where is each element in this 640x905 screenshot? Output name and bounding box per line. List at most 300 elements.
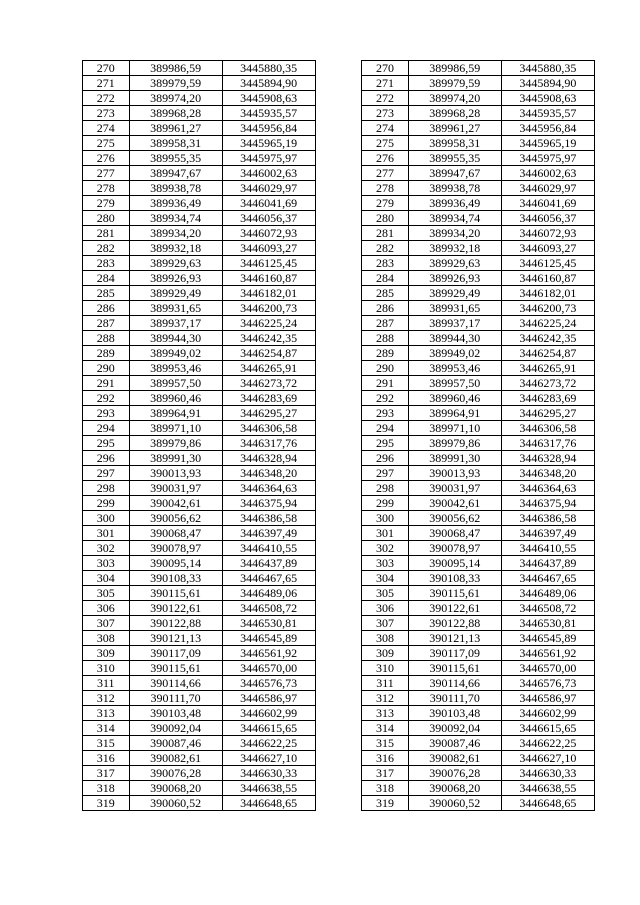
table-row bbox=[83, 421, 595, 436]
left-point-number: 287 bbox=[83, 316, 130, 331]
empty-separator-cell bbox=[315, 781, 362, 796]
left-point-number: 274 bbox=[83, 121, 130, 136]
right-x-coordinate: 389991,30 bbox=[408, 451, 501, 466]
table-row bbox=[83, 271, 595, 286]
empty-separator-cell bbox=[315, 151, 362, 166]
right-x-coordinate: 389926,93 bbox=[408, 271, 501, 286]
right-point-number: 289 bbox=[362, 346, 409, 361]
right-y-coordinate: 3446125,45 bbox=[501, 256, 594, 271]
right-x-coordinate: 390115,61 bbox=[408, 661, 501, 676]
left-point-number: 302 bbox=[83, 541, 130, 556]
empty-separator-cell bbox=[315, 91, 362, 106]
table-row bbox=[83, 121, 595, 136]
left-y-coordinate: 3446273,72 bbox=[222, 376, 315, 391]
left-y-coordinate: 3446627,10 bbox=[222, 751, 315, 766]
right-y-coordinate: 3445935,57 bbox=[501, 106, 594, 121]
right-x-coordinate: 389958,31 bbox=[408, 136, 501, 151]
empty-separator-cell bbox=[315, 676, 362, 691]
left-x-coordinate: 390087,46 bbox=[129, 736, 222, 751]
left-y-coordinate: 3445975,97 bbox=[222, 151, 315, 166]
right-y-coordinate: 3446182,01 bbox=[501, 286, 594, 301]
left-point-number: 304 bbox=[83, 571, 130, 586]
right-point-number: 311 bbox=[362, 676, 409, 691]
right-x-coordinate: 390087,46 bbox=[408, 736, 501, 751]
empty-separator-cell bbox=[315, 406, 362, 421]
left-y-coordinate: 3446265,91 bbox=[222, 361, 315, 376]
left-x-coordinate: 389979,59 bbox=[129, 76, 222, 91]
empty-separator-cell bbox=[315, 661, 362, 676]
empty-separator-cell bbox=[315, 226, 362, 241]
empty-separator-cell bbox=[315, 736, 362, 751]
left-y-coordinate: 3446397,49 bbox=[222, 526, 315, 541]
left-x-coordinate: 389958,31 bbox=[129, 136, 222, 151]
right-point-number: 288 bbox=[362, 331, 409, 346]
left-x-coordinate: 389934,74 bbox=[129, 211, 222, 226]
table-row bbox=[83, 316, 595, 331]
empty-separator-cell bbox=[315, 346, 362, 361]
right-point-number: 272 bbox=[362, 91, 409, 106]
left-x-coordinate: 390078,97 bbox=[129, 541, 222, 556]
right-y-coordinate: 3446508,72 bbox=[501, 601, 594, 616]
right-x-coordinate: 389929,63 bbox=[408, 256, 501, 271]
left-x-coordinate: 389949,02 bbox=[129, 346, 222, 361]
left-point-number: 305 bbox=[83, 586, 130, 601]
table-row bbox=[83, 586, 595, 601]
right-x-coordinate: 389934,20 bbox=[408, 226, 501, 241]
table-row bbox=[83, 436, 595, 451]
table-row bbox=[83, 526, 595, 541]
left-point-number: 308 bbox=[83, 631, 130, 646]
table-row bbox=[83, 106, 595, 121]
right-x-coordinate: 389938,78 bbox=[408, 181, 501, 196]
table-row bbox=[83, 466, 595, 481]
left-point-number: 317 bbox=[83, 766, 130, 781]
table-row bbox=[83, 331, 595, 346]
empty-separator-cell bbox=[315, 316, 362, 331]
left-point-number: 309 bbox=[83, 646, 130, 661]
left-y-coordinate: 3446306,58 bbox=[222, 421, 315, 436]
left-x-coordinate: 390111,70 bbox=[129, 691, 222, 706]
left-y-coordinate: 3446586,97 bbox=[222, 691, 315, 706]
left-y-coordinate: 3446125,45 bbox=[222, 256, 315, 271]
empty-separator-cell bbox=[315, 286, 362, 301]
empty-separator-cell bbox=[315, 76, 362, 91]
empty-separator-cell bbox=[315, 106, 362, 121]
left-y-coordinate: 3446638,55 bbox=[222, 781, 315, 796]
right-x-coordinate: 390122,61 bbox=[408, 601, 501, 616]
right-y-coordinate: 3445908,63 bbox=[501, 91, 594, 106]
empty-separator-cell bbox=[315, 181, 362, 196]
right-x-coordinate: 390031,97 bbox=[408, 481, 501, 496]
empty-separator-cell bbox=[315, 796, 362, 811]
table-row bbox=[83, 406, 595, 421]
empty-separator-cell bbox=[315, 136, 362, 151]
right-point-number: 316 bbox=[362, 751, 409, 766]
right-x-coordinate: 389986,59 bbox=[408, 61, 501, 76]
right-y-coordinate: 3446530,81 bbox=[501, 616, 594, 631]
right-point-number: 290 bbox=[362, 361, 409, 376]
left-point-number: 273 bbox=[83, 106, 130, 121]
table-row bbox=[83, 571, 595, 586]
right-point-number: 299 bbox=[362, 496, 409, 511]
right-x-coordinate: 389964,91 bbox=[408, 406, 501, 421]
left-x-coordinate: 389937,17 bbox=[129, 316, 222, 331]
left-point-number: 289 bbox=[83, 346, 130, 361]
left-y-coordinate: 3445880,35 bbox=[222, 61, 315, 76]
right-x-coordinate: 390122,88 bbox=[408, 616, 501, 631]
left-y-coordinate: 3446545,89 bbox=[222, 631, 315, 646]
empty-separator-cell bbox=[315, 526, 362, 541]
left-x-coordinate: 390103,48 bbox=[129, 706, 222, 721]
right-y-coordinate: 3446489,06 bbox=[501, 586, 594, 601]
right-x-coordinate: 389960,46 bbox=[408, 391, 501, 406]
left-point-number: 311 bbox=[83, 676, 130, 691]
left-x-coordinate: 389960,46 bbox=[129, 391, 222, 406]
table-row bbox=[83, 661, 595, 676]
table-row bbox=[83, 751, 595, 766]
empty-separator-cell bbox=[315, 481, 362, 496]
right-y-coordinate: 3446545,89 bbox=[501, 631, 594, 646]
empty-separator-cell bbox=[315, 211, 362, 226]
table-row bbox=[83, 361, 595, 376]
right-y-coordinate: 3446397,49 bbox=[501, 526, 594, 541]
left-x-coordinate: 390042,61 bbox=[129, 496, 222, 511]
right-point-number: 274 bbox=[362, 121, 409, 136]
empty-separator-cell bbox=[315, 121, 362, 136]
empty-separator-cell bbox=[315, 556, 362, 571]
empty-separator-cell bbox=[315, 766, 362, 781]
left-x-coordinate: 390121,13 bbox=[129, 631, 222, 646]
left-y-coordinate: 3446615,65 bbox=[222, 721, 315, 736]
right-point-number: 314 bbox=[362, 721, 409, 736]
right-point-number: 281 bbox=[362, 226, 409, 241]
left-x-coordinate: 389974,20 bbox=[129, 91, 222, 106]
right-point-number: 300 bbox=[362, 511, 409, 526]
right-point-number: 297 bbox=[362, 466, 409, 481]
right-y-coordinate: 3446576,73 bbox=[501, 676, 594, 691]
left-point-number: 285 bbox=[83, 286, 130, 301]
right-x-coordinate: 389929,49 bbox=[408, 286, 501, 301]
right-point-number: 312 bbox=[362, 691, 409, 706]
left-point-number: 271 bbox=[83, 76, 130, 91]
left-y-coordinate: 3446254,87 bbox=[222, 346, 315, 361]
table-row bbox=[83, 496, 595, 511]
left-point-number: 297 bbox=[83, 466, 130, 481]
right-y-coordinate: 3446265,91 bbox=[501, 361, 594, 376]
coordinates-table-body bbox=[83, 61, 595, 811]
right-y-coordinate: 3446306,58 bbox=[501, 421, 594, 436]
empty-separator-cell bbox=[315, 646, 362, 661]
left-point-number: 272 bbox=[83, 91, 130, 106]
left-y-coordinate: 3446225,24 bbox=[222, 316, 315, 331]
right-x-coordinate: 390068,47 bbox=[408, 526, 501, 541]
right-point-number: 279 bbox=[362, 196, 409, 211]
right-x-coordinate: 389949,02 bbox=[408, 346, 501, 361]
left-x-coordinate: 390122,61 bbox=[129, 601, 222, 616]
empty-separator-cell bbox=[315, 511, 362, 526]
empty-separator-cell bbox=[315, 601, 362, 616]
left-y-coordinate: 3445894,90 bbox=[222, 76, 315, 91]
empty-separator-cell bbox=[315, 61, 362, 76]
left-x-coordinate: 389968,28 bbox=[129, 106, 222, 121]
left-point-number: 291 bbox=[83, 376, 130, 391]
left-y-coordinate: 3446467,65 bbox=[222, 571, 315, 586]
right-y-coordinate: 3446561,92 bbox=[501, 646, 594, 661]
right-y-coordinate: 3446200,73 bbox=[501, 301, 594, 316]
left-point-number: 275 bbox=[83, 136, 130, 151]
right-y-coordinate: 3446602,99 bbox=[501, 706, 594, 721]
empty-separator-cell bbox=[315, 751, 362, 766]
right-point-number: 296 bbox=[362, 451, 409, 466]
table-row bbox=[83, 391, 595, 406]
table-row bbox=[83, 256, 595, 271]
right-point-number: 310 bbox=[362, 661, 409, 676]
empty-separator-cell bbox=[315, 256, 362, 271]
right-point-number: 319 bbox=[362, 796, 409, 811]
right-x-coordinate: 389974,20 bbox=[408, 91, 501, 106]
left-y-coordinate: 3446602,99 bbox=[222, 706, 315, 721]
right-point-number: 301 bbox=[362, 526, 409, 541]
left-x-coordinate: 389929,49 bbox=[129, 286, 222, 301]
empty-separator-cell bbox=[315, 241, 362, 256]
right-point-number: 294 bbox=[362, 421, 409, 436]
left-x-coordinate: 389964,91 bbox=[129, 406, 222, 421]
right-y-coordinate: 3446160,87 bbox=[501, 271, 594, 286]
left-x-coordinate: 389926,93 bbox=[129, 271, 222, 286]
right-y-coordinate: 3446283,69 bbox=[501, 391, 594, 406]
table-row bbox=[83, 181, 595, 196]
table-row bbox=[83, 706, 595, 721]
left-x-coordinate: 389986,59 bbox=[129, 61, 222, 76]
right-y-coordinate: 3446254,87 bbox=[501, 346, 594, 361]
empty-separator-cell bbox=[315, 376, 362, 391]
right-y-coordinate: 3446627,10 bbox=[501, 751, 594, 766]
left-point-number: 279 bbox=[83, 196, 130, 211]
left-point-number: 318 bbox=[83, 781, 130, 796]
right-x-coordinate: 390092,04 bbox=[408, 721, 501, 736]
right-x-coordinate: 390068,20 bbox=[408, 781, 501, 796]
right-x-coordinate: 390114,66 bbox=[408, 676, 501, 691]
right-x-coordinate: 389953,46 bbox=[408, 361, 501, 376]
table-row bbox=[83, 166, 595, 181]
right-point-number: 298 bbox=[362, 481, 409, 496]
left-y-coordinate: 3446029,97 bbox=[222, 181, 315, 196]
left-x-coordinate: 389934,20 bbox=[129, 226, 222, 241]
right-y-coordinate: 3446072,93 bbox=[501, 226, 594, 241]
right-y-coordinate: 3445880,35 bbox=[501, 61, 594, 76]
table-row bbox=[83, 631, 595, 646]
right-x-coordinate: 390042,61 bbox=[408, 496, 501, 511]
left-x-coordinate: 389932,18 bbox=[129, 241, 222, 256]
table-row bbox=[83, 691, 595, 706]
right-point-number: 307 bbox=[362, 616, 409, 631]
left-point-number: 300 bbox=[83, 511, 130, 526]
empty-separator-cell bbox=[315, 541, 362, 556]
left-point-number: 296 bbox=[83, 451, 130, 466]
left-x-coordinate: 390095,14 bbox=[129, 556, 222, 571]
left-x-coordinate: 389931,65 bbox=[129, 301, 222, 316]
empty-separator-cell bbox=[315, 436, 362, 451]
right-y-coordinate: 3446630,33 bbox=[501, 766, 594, 781]
empty-separator-cell bbox=[315, 496, 362, 511]
empty-separator-cell bbox=[315, 421, 362, 436]
left-y-coordinate: 3446072,93 bbox=[222, 226, 315, 241]
left-y-coordinate: 3446242,35 bbox=[222, 331, 315, 346]
left-x-coordinate: 389953,46 bbox=[129, 361, 222, 376]
right-y-coordinate: 3446002,63 bbox=[501, 166, 594, 181]
left-y-coordinate: 3446041,69 bbox=[222, 196, 315, 211]
empty-separator-cell bbox=[315, 616, 362, 631]
right-y-coordinate: 3446638,55 bbox=[501, 781, 594, 796]
left-x-coordinate: 390013,93 bbox=[129, 466, 222, 481]
left-x-coordinate: 389938,78 bbox=[129, 181, 222, 196]
left-point-number: 286 bbox=[83, 301, 130, 316]
left-y-coordinate: 3446508,72 bbox=[222, 601, 315, 616]
left-x-coordinate: 390076,28 bbox=[129, 766, 222, 781]
left-y-coordinate: 3446622,25 bbox=[222, 736, 315, 751]
left-x-coordinate: 390082,61 bbox=[129, 751, 222, 766]
left-x-coordinate: 390115,61 bbox=[129, 586, 222, 601]
right-point-number: 303 bbox=[362, 556, 409, 571]
left-point-number: 280 bbox=[83, 211, 130, 226]
right-point-number: 282 bbox=[362, 241, 409, 256]
right-point-number: 317 bbox=[362, 766, 409, 781]
right-x-coordinate: 390060,52 bbox=[408, 796, 501, 811]
left-point-number: 270 bbox=[83, 61, 130, 76]
left-y-coordinate: 3446200,73 bbox=[222, 301, 315, 316]
left-point-number: 293 bbox=[83, 406, 130, 421]
right-point-number: 293 bbox=[362, 406, 409, 421]
left-y-coordinate: 3446576,73 bbox=[222, 676, 315, 691]
right-point-number: 308 bbox=[362, 631, 409, 646]
table-row bbox=[83, 301, 595, 316]
right-x-coordinate: 390078,97 bbox=[408, 541, 501, 556]
table-row bbox=[83, 676, 595, 691]
right-point-number: 287 bbox=[362, 316, 409, 331]
right-y-coordinate: 3446317,76 bbox=[501, 436, 594, 451]
right-point-number: 275 bbox=[362, 136, 409, 151]
left-x-coordinate: 389947,67 bbox=[129, 166, 222, 181]
right-y-coordinate: 3446375,94 bbox=[501, 496, 594, 511]
right-y-coordinate: 3446225,24 bbox=[501, 316, 594, 331]
left-y-coordinate: 3446530,81 bbox=[222, 616, 315, 631]
left-y-coordinate: 3445956,84 bbox=[222, 121, 315, 136]
right-x-coordinate: 390108,33 bbox=[408, 571, 501, 586]
right-y-coordinate: 3446273,72 bbox=[501, 376, 594, 391]
left-x-coordinate: 390056,62 bbox=[129, 511, 222, 526]
right-x-coordinate: 389944,30 bbox=[408, 331, 501, 346]
right-x-coordinate: 390095,14 bbox=[408, 556, 501, 571]
right-y-coordinate: 3446386,58 bbox=[501, 511, 594, 526]
left-y-coordinate: 3446295,27 bbox=[222, 406, 315, 421]
table-row bbox=[83, 736, 595, 751]
empty-separator-cell bbox=[315, 706, 362, 721]
left-point-number: 312 bbox=[83, 691, 130, 706]
right-point-number: 283 bbox=[362, 256, 409, 271]
right-y-coordinate: 3446648,65 bbox=[501, 796, 594, 811]
right-point-number: 277 bbox=[362, 166, 409, 181]
table-row bbox=[83, 136, 595, 151]
right-y-coordinate: 3446328,94 bbox=[501, 451, 594, 466]
left-point-number: 316 bbox=[83, 751, 130, 766]
left-point-number: 288 bbox=[83, 331, 130, 346]
right-y-coordinate: 3446242,35 bbox=[501, 331, 594, 346]
table-row bbox=[83, 766, 595, 781]
right-point-number: 306 bbox=[362, 601, 409, 616]
table-row bbox=[83, 91, 595, 106]
left-point-number: 292 bbox=[83, 391, 130, 406]
right-x-coordinate: 390115,61 bbox=[408, 586, 501, 601]
table-row bbox=[83, 241, 595, 256]
empty-separator-cell bbox=[315, 691, 362, 706]
empty-separator-cell bbox=[315, 391, 362, 406]
right-y-coordinate: 3446029,97 bbox=[501, 181, 594, 196]
left-x-coordinate: 390092,04 bbox=[129, 721, 222, 736]
table-row bbox=[83, 721, 595, 736]
right-y-coordinate: 3446348,20 bbox=[501, 466, 594, 481]
left-point-number: 314 bbox=[83, 721, 130, 736]
right-x-coordinate: 389934,74 bbox=[408, 211, 501, 226]
table-row bbox=[83, 286, 595, 301]
right-x-coordinate: 390103,48 bbox=[408, 706, 501, 721]
left-point-number: 313 bbox=[83, 706, 130, 721]
left-x-coordinate: 389971,10 bbox=[129, 421, 222, 436]
right-y-coordinate: 3446041,69 bbox=[501, 196, 594, 211]
left-x-coordinate: 390068,20 bbox=[129, 781, 222, 796]
table-row bbox=[83, 226, 595, 241]
right-x-coordinate: 390121,13 bbox=[408, 631, 501, 646]
left-point-number: 319 bbox=[83, 796, 130, 811]
empty-separator-cell bbox=[315, 271, 362, 286]
left-point-number: 295 bbox=[83, 436, 130, 451]
right-point-number: 304 bbox=[362, 571, 409, 586]
left-point-number: 298 bbox=[83, 481, 130, 496]
right-point-number: 309 bbox=[362, 646, 409, 661]
left-point-number: 276 bbox=[83, 151, 130, 166]
right-x-coordinate: 389932,18 bbox=[408, 241, 501, 256]
left-x-coordinate: 389991,30 bbox=[129, 451, 222, 466]
right-y-coordinate: 3446570,00 bbox=[501, 661, 594, 676]
right-point-number: 305 bbox=[362, 586, 409, 601]
left-point-number: 283 bbox=[83, 256, 130, 271]
left-x-coordinate: 389979,86 bbox=[129, 436, 222, 451]
right-y-coordinate: 3445965,19 bbox=[501, 136, 594, 151]
empty-separator-cell bbox=[315, 586, 362, 601]
table-row bbox=[83, 481, 595, 496]
table-row bbox=[83, 376, 595, 391]
left-point-number: 290 bbox=[83, 361, 130, 376]
table-row bbox=[83, 541, 595, 556]
table-row bbox=[83, 76, 595, 91]
left-point-number: 278 bbox=[83, 181, 130, 196]
right-y-coordinate: 3445956,84 bbox=[501, 121, 594, 136]
right-x-coordinate: 390117,09 bbox=[408, 646, 501, 661]
left-y-coordinate: 3446375,94 bbox=[222, 496, 315, 511]
right-x-coordinate: 390056,62 bbox=[408, 511, 501, 526]
table-row bbox=[83, 61, 595, 76]
table-row bbox=[83, 616, 595, 631]
empty-separator-cell bbox=[315, 301, 362, 316]
left-point-number: 306 bbox=[83, 601, 130, 616]
right-x-coordinate: 389961,27 bbox=[408, 121, 501, 136]
empty-separator-cell bbox=[315, 166, 362, 181]
left-y-coordinate: 3446570,00 bbox=[222, 661, 315, 676]
right-point-number: 284 bbox=[362, 271, 409, 286]
right-point-number: 271 bbox=[362, 76, 409, 91]
left-y-coordinate: 3445908,63 bbox=[222, 91, 315, 106]
right-x-coordinate: 389971,10 bbox=[408, 421, 501, 436]
left-x-coordinate: 390108,33 bbox=[129, 571, 222, 586]
